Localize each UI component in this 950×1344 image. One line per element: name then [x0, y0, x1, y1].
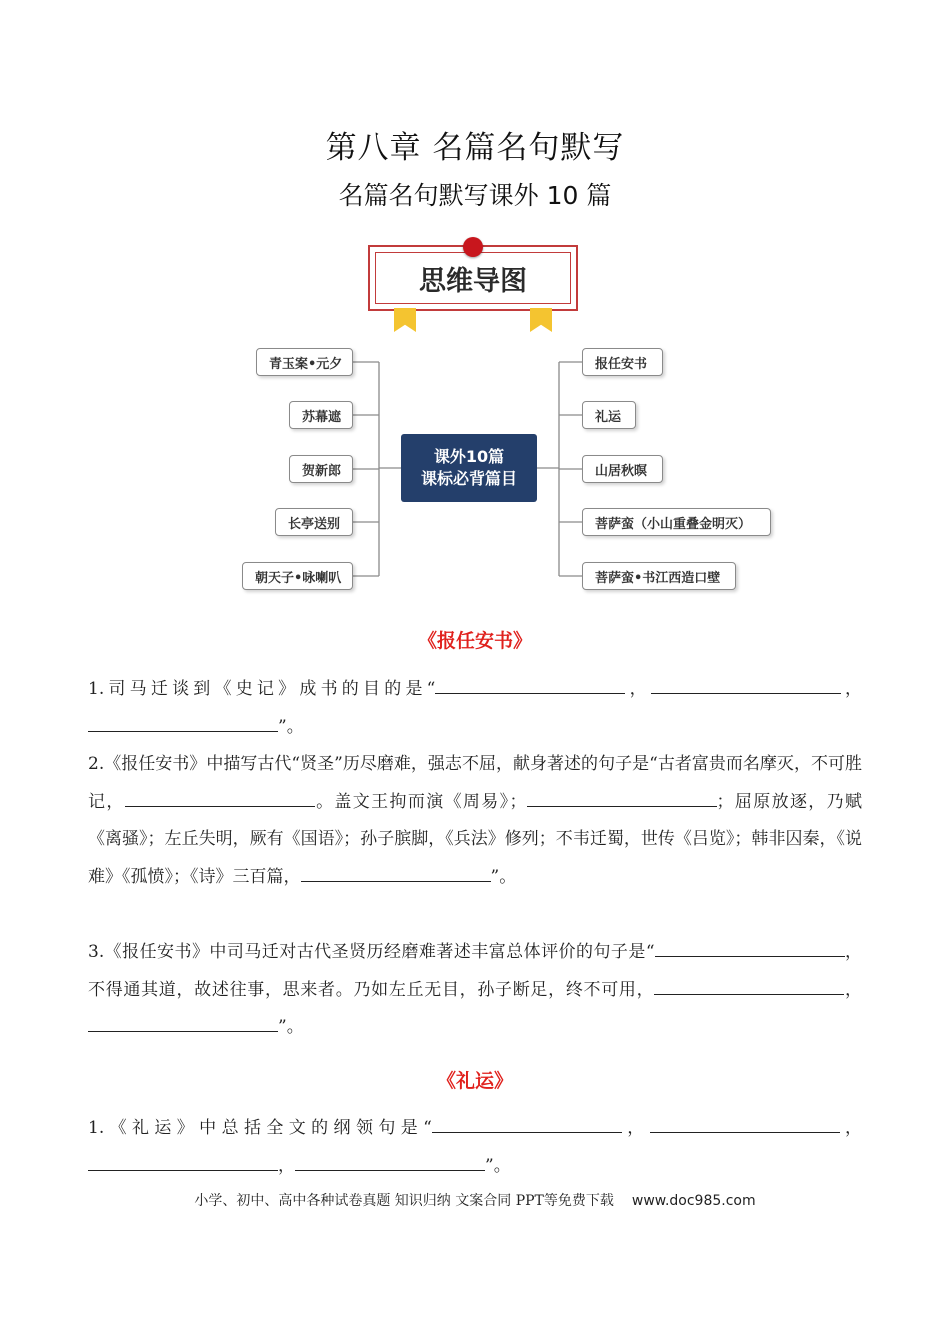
answer-blank[interactable]	[88, 1152, 278, 1171]
question-text: ”。	[490, 866, 517, 887]
mind-map-node-right: 山居秋暝	[582, 455, 663, 483]
question-text: ”。	[278, 1017, 304, 1037]
question-text: ，	[840, 679, 863, 699]
answer-blank[interactable]	[88, 713, 278, 732]
section-title: 《报任安书》	[417, 630, 532, 652]
question-text: ”。	[485, 1155, 511, 1176]
mind-map-node-right: 菩萨蛮（小山重叠金明灭）	[582, 508, 771, 536]
question-text: ，	[621, 1118, 650, 1138]
answer-blank[interactable]	[650, 1114, 840, 1133]
center-line-1: 课外10篇	[433, 447, 505, 466]
mind-map-node-right: 报任安书	[582, 348, 663, 376]
mind-map	[0, 0, 950, 600]
banner-label: 思维导图	[375, 252, 571, 304]
question-1	[88, 1110, 862, 1185]
pin-icon	[463, 237, 483, 257]
question-text: ，	[278, 1155, 295, 1176]
answer-blank[interactable]	[295, 1152, 485, 1171]
mind-map-node-right: 菩萨蛮•书江西造口壁	[582, 562, 736, 590]
mind-map-node-left: 朝天子•咏喇叭	[242, 562, 353, 590]
page-footer	[0, 1190, 950, 1210]
mind-map-node-left: 长亭送别	[275, 508, 353, 536]
question-text: ；屈原放逐，乃赋《离骚》；左丘失明，厥有《国语》；孙子膑脚，《兵法》修列；不韦迁蜀，世传《吕览》；韩非囚秦，《说难》《孤愤》；《诗》三百篇，	[88, 791, 863, 887]
question-text: ，	[844, 979, 863, 1000]
mind-map-center-node	[401, 434, 537, 502]
mind-map-node-right: 礼运	[582, 401, 636, 429]
page-subtitle: 名篇名句默写课外 10 篇	[338, 181, 612, 210]
answer-blank[interactable]	[125, 788, 315, 807]
answer-blank[interactable]	[88, 1013, 278, 1032]
question-text: ”。	[278, 716, 304, 737]
answer-blank[interactable]	[432, 1114, 622, 1133]
answer-blank[interactable]	[527, 788, 717, 807]
answer-blank[interactable]	[651, 675, 841, 694]
section-title: 《礼运》	[436, 1070, 513, 1092]
question-text: ，	[625, 679, 651, 699]
question-2	[88, 746, 862, 896]
footer-text: 小学、初中、高中各种试卷真题 知识归纳 文案合同 PPT等免费下载	[194, 1193, 614, 1209]
question-text: ，不得通其道，故述往事，思来者。乃如左丘无目，孙子断足，终不可用，	[88, 942, 862, 1000]
question-text: 1.《礼运》中总括全文的纲领句是“	[88, 1118, 432, 1138]
question-text: 。盖文王拘而演《周易》；	[314, 791, 527, 812]
question-1	[88, 671, 862, 746]
question-3	[88, 934, 862, 1047]
question-text: 1.司马迁谈到《史记》成书的目的是“	[88, 679, 436, 699]
footer-url[interactable]: www.doc985.com	[631, 1193, 756, 1209]
question-text: 3.《报任安书》中司马迁对古代圣贤历经磨难著述丰富总体评价的句子是“	[88, 942, 655, 962]
answer-blank[interactable]	[655, 938, 845, 957]
mind-map-node-left: 青玉案•元夕	[256, 348, 353, 376]
question-text: ，	[839, 1118, 863, 1138]
page-title: 第八章 名篇名句默写	[325, 130, 625, 166]
question-text: 2.《报任安书》中描写古代“贤圣”历尽磨难，强志不屈，献身著述的句子是“古者富贵而名摩灭，不可胜记，	[88, 754, 862, 812]
answer-blank[interactable]	[654, 976, 844, 995]
mind-map-node-left: 苏幕遮	[289, 401, 353, 429]
answer-blank[interactable]	[435, 675, 625, 694]
mind-map-node-left: 贺新郎	[289, 455, 353, 483]
center-line-2: 课标必背篇目	[420, 469, 517, 488]
answer-blank[interactable]	[301, 863, 491, 882]
